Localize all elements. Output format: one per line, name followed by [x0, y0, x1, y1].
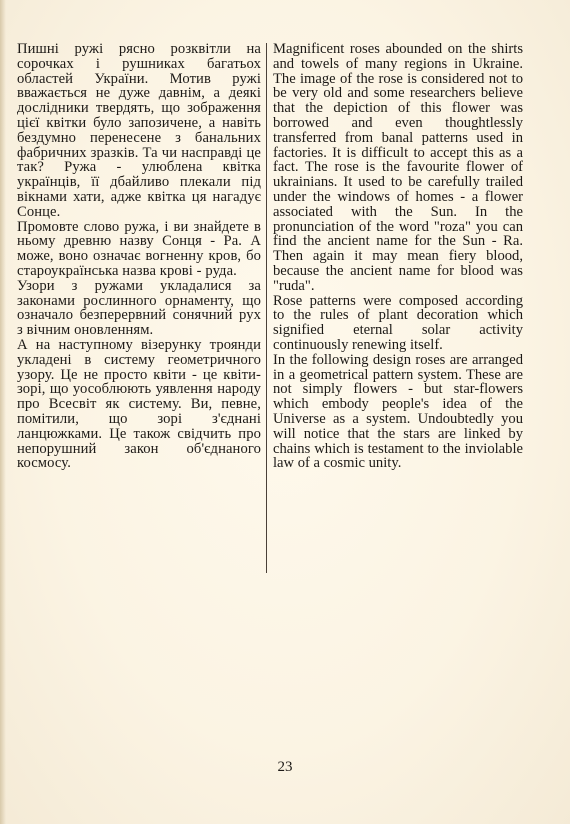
english-paragraph-2: Rose patterns were composed according to the rules of plant decoration which signified eternal solar activity continuously renewing itself.	[273, 292, 523, 353]
column-divider	[266, 43, 267, 573]
english-paragraph-1: Magnificent roses abounded on the shirts and towels of many regions in Ukraine. The image of the rose is considered not to be very old and some researchers believe that the depiction of this flower was borrowed and even thoughtlessly transferred from banal patterns used in factories. It is difficult to accept this as a fact. The rose is the favourite flower of ukrainians. It used to be carefully trailed under the windows of homes - a flower associated with the Sun. In the pronunciation of the word "roza" you can find the ancient name for the Sun - Ra. Then again it may mean fiery blood, because the ancient name for blood was "ruda".	[273, 41, 523, 294]
ukrainian-text-column	[17, 42, 261, 471]
ukrainian-paragraph-3: Узори з ружами укладалися за законами рослинного орнаменту, що означало безперервний сонячний рух з вічним оновленням.	[17, 277, 261, 339]
ukrainian-paragraph-1: Пишні ружі рясно розквітли на сорочках і рушниках багатьох областей України. Мотив ружі вважається не дуже давнім, а деякі дослідники твердять, що зображення цієї квітки було запозичене, а навіть бездумно перенесене з банальних фабричних зразків. Та чи насправді це так? Ружа - улюблена квітка українців, її дбайливо плекали під вікнами хати, адже квітка ця нагадує Сонце.	[17, 41, 261, 220]
page-edge-shadow	[0, 0, 6, 824]
page-number: 23	[277, 759, 293, 775]
ukrainian-paragraph-2: Промовте слово ружа, і ви знайдете в ньому древню назву Сонця - Ра. А може, воно означає вогненну кров, бо староукраїнська назва крові - руда.	[17, 218, 261, 279]
english-paragraph-3: In the following design roses are arranged in a geometrical pattern system. These are not simply flowers - but star-flowers which embody people's idea of the Universe as a system. Undoubtedly you will notice that the stars are linked by chains which is testament to the inviolable law of a cosmic unity.	[273, 351, 523, 472]
english-text-column	[273, 42, 523, 471]
ukrainian-paragraph-4: А на наступному візерунку троянди укладені в систему геометричного узору. Це не просто квіти - це квіти-зорі, що уособлюють уявлення народу про Всесвіт як систему. Ви, певне, помітили, що зорі з'єднані ланцюжками. Це також свідчить про непорушний закон об'єднаного космосу.	[17, 336, 261, 472]
